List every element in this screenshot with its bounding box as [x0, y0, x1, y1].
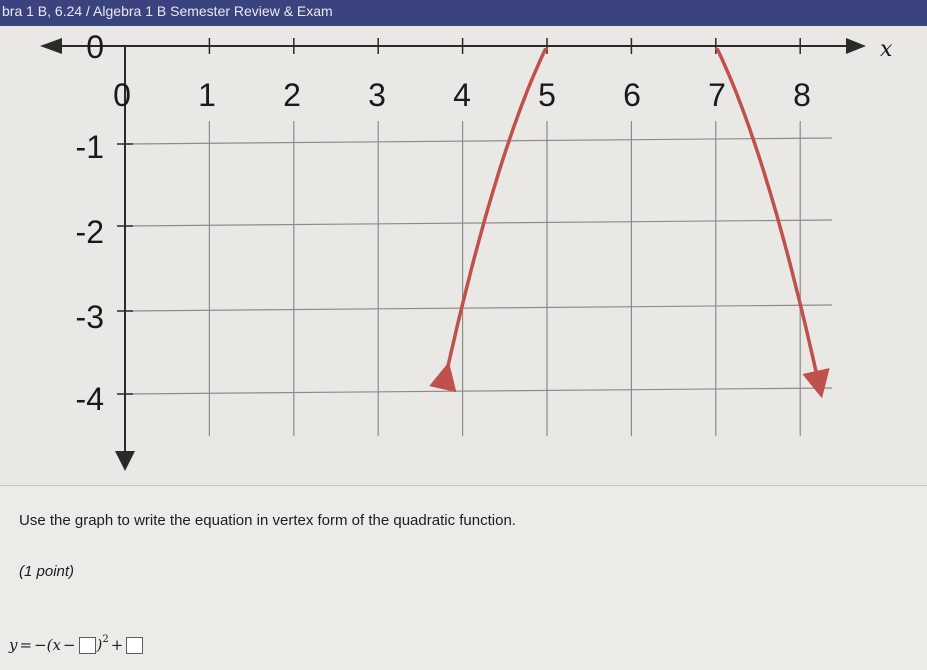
equation-open-paren: (x: [46, 636, 61, 654]
y-tick-label-neg2: -2: [75, 214, 104, 250]
x-tick-label-6: 6: [623, 77, 641, 113]
equation-lhs: y: [9, 636, 18, 654]
grid-line-horizontal: [125, 305, 832, 311]
grid-line-horizontal: [125, 388, 832, 394]
k-answer-box[interactable]: [126, 637, 143, 654]
page-title: bra 1 B, 6.24 / Algebra 1 B Semester Review & Exam: [2, 3, 333, 19]
x-axis-label: x: [880, 37, 893, 62]
graph-svg: [0, 26, 927, 486]
x-tick-label-1: 1: [198, 77, 216, 113]
y-tick-label-neg3: -3: [75, 299, 104, 335]
y-tick-label-0: 0: [86, 29, 104, 65]
divider: [0, 485, 927, 486]
x-tick-label-5: 5: [538, 77, 556, 113]
equation-negative-sign: −: [34, 636, 47, 654]
equation-equals: =: [19, 636, 33, 654]
x-axis-arrow-left: [40, 38, 62, 54]
equation-close-paren: ): [96, 636, 103, 654]
x-axis-arrow-right: [846, 38, 866, 54]
x-tick-label-3: 3: [368, 77, 386, 113]
x-tick-label-2: 2: [283, 77, 301, 113]
x-tick-label-4: 4: [453, 77, 471, 113]
x-tick-label-0: 0: [113, 77, 131, 113]
x-tick-label-8: 8: [793, 77, 811, 113]
y-tick-label-neg1: -1: [75, 129, 104, 165]
grid-lines: [125, 121, 832, 436]
y-axis-arrow-down: [115, 451, 135, 471]
graph: [0, 26, 927, 486]
equation-minus: −: [62, 636, 76, 654]
title-bar: [0, 0, 927, 26]
h-answer-box[interactable]: [79, 637, 96, 654]
x-tick-label-7: 7: [708, 77, 726, 113]
y-tick-label-neg4: -4: [75, 381, 104, 417]
grid-line-horizontal: [125, 138, 832, 144]
answer-equation: [9, 633, 144, 654]
equation-exponent: 2: [102, 633, 109, 645]
point-value: (1 point): [19, 563, 75, 580]
question-prompt: Use the graph to write the equation in vertex form of the quadratic function.: [19, 512, 516, 529]
grid-line-horizontal: [125, 220, 832, 226]
equation-plus: +: [110, 636, 124, 654]
